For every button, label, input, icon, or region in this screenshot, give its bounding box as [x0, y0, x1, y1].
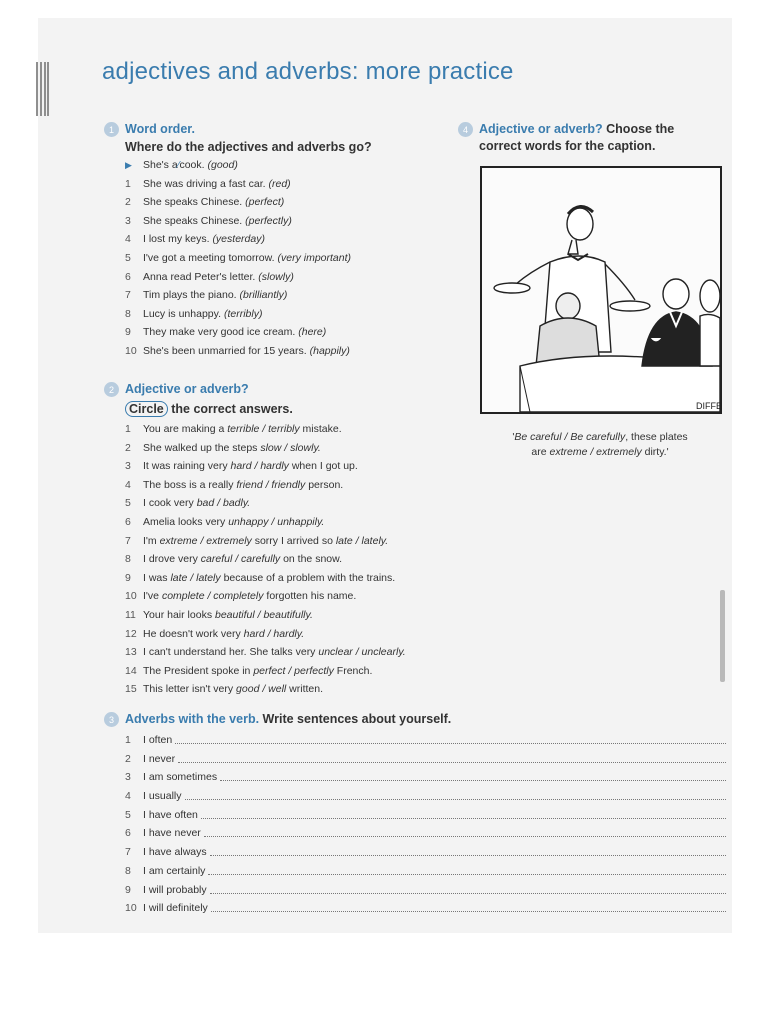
answer-line[interactable]	[211, 899, 726, 912]
item-hint: (perfectly)	[245, 214, 292, 227]
section-title: Adjective or adverb?	[479, 122, 603, 136]
item-number: 9	[125, 571, 131, 584]
item-text: I've complete / completely forgotten his name.	[143, 590, 357, 603]
writing-line	[125, 787, 726, 806]
writing-line	[125, 750, 726, 769]
item-text: I was late / lately because of a problem with the trains.	[143, 571, 396, 584]
cartoon-caption: 'Be careful / Be carefully, these plates are extreme / extremely dirty.'	[512, 431, 688, 458]
item-number: 10	[125, 590, 137, 603]
waiter-cartoon-illustration	[480, 166, 722, 414]
item-hint: (slowly)	[258, 270, 294, 283]
exercise-item	[125, 249, 444, 268]
item-number: 4	[125, 233, 131, 246]
exercise-item	[125, 550, 464, 569]
exercise-item	[125, 305, 444, 324]
answer-line[interactable]	[220, 768, 726, 781]
answer-line[interactable]	[204, 824, 726, 837]
item-hint: (terribly)	[223, 307, 263, 320]
section-title: Word order.	[125, 122, 195, 136]
item-text: I've got a meeting tomorrow.	[143, 251, 275, 264]
item-text: Lucy is unhappy.	[143, 307, 222, 320]
item-number: 4	[125, 478, 131, 491]
section-title: Adverbs with the verb.	[125, 712, 260, 726]
exercise-item	[125, 513, 464, 532]
section-number-badge: 4	[458, 122, 473, 137]
answer-choice[interactable]: late / lately	[170, 571, 221, 584]
answer-choice[interactable]: late / lately.	[335, 534, 389, 547]
answer-choice[interactable]: good / well	[236, 683, 287, 696]
item-text: It was raining very hard / hardly when I got up.	[143, 460, 358, 473]
section-number-badge: 1	[104, 122, 119, 137]
answer-choice[interactable]: bad / badly.	[196, 497, 251, 510]
section-word-order	[104, 121, 444, 361]
item-text: She was driving a fast car.	[143, 177, 266, 190]
exercise-item	[125, 268, 444, 287]
item-hint: (red)	[268, 177, 291, 190]
answer-choice[interactable]: unhappy / unhappily.	[228, 515, 325, 528]
item-hint: (very important)	[277, 251, 352, 264]
item-number: 7	[125, 534, 131, 547]
item-text: Anna read Peter's letter.	[143, 270, 256, 283]
item-number: 8	[125, 553, 131, 566]
item-number: 13	[125, 646, 137, 659]
item-number: 14	[125, 664, 137, 677]
answer-line[interactable]	[185, 787, 726, 800]
exercise-item	[125, 439, 464, 458]
item-number: 6	[125, 515, 131, 528]
item-number: 5	[125, 497, 131, 510]
item-text: You are making a terrible / terribly mistake.	[143, 423, 342, 435]
item-text: I cook very bad / badly.	[143, 497, 251, 510]
answer-choice[interactable]: hard / hardly	[230, 460, 289, 473]
writing-line	[125, 768, 726, 787]
section-caption: 4 Adjective or adverb? Choose the correct words for the caption.	[458, 121, 728, 155]
exercise-list	[125, 156, 444, 361]
sentence-starter: I have always	[143, 846, 207, 859]
item-hint: (yesterday)	[212, 233, 265, 246]
item-number: 10	[125, 344, 137, 357]
answer-choice[interactable]: hard / hardly.	[243, 627, 305, 640]
exercise-item	[125, 476, 464, 495]
item-number: 3	[125, 214, 131, 227]
sentence-starter: I usually	[143, 790, 182, 803]
sentence-starter: I am certainly	[143, 864, 206, 877]
item-number: 4	[125, 790, 131, 803]
answer-line[interactable]	[175, 731, 726, 744]
sentence-starter: I have often	[143, 808, 198, 821]
item-number: 8	[125, 864, 131, 877]
item-hint: (perfect)	[245, 196, 285, 209]
item-number: 6	[125, 827, 131, 840]
exercise-item	[125, 625, 464, 644]
item-number: 2	[125, 752, 131, 765]
answer-choice[interactable]: perfect / perfectly	[253, 664, 334, 677]
item-text: I lost my keys.	[143, 233, 210, 246]
writing-line	[125, 731, 726, 750]
exercise-item	[125, 494, 464, 513]
item-number: 7	[125, 846, 131, 859]
exercise-item	[125, 532, 464, 551]
item-number: 8	[125, 307, 131, 320]
answer-line[interactable]	[210, 881, 726, 894]
item-hint: (brilliantly)	[239, 289, 288, 302]
item-text: I'm extreme / extremely sorry I arrived so late / lately.	[143, 534, 389, 547]
writing-lines	[125, 731, 726, 918]
answer-line[interactable]	[210, 843, 726, 856]
item-number: 5	[125, 808, 131, 821]
sentence-starter: I often	[143, 734, 173, 746]
exercise-item	[125, 457, 464, 476]
exercise-item	[125, 587, 464, 606]
section-instruction: the correct answers.	[171, 402, 293, 416]
circle-word: Circle	[125, 401, 168, 417]
item-text: They make very good ice cream.	[143, 326, 296, 339]
answer-choice[interactable]: terrible / terribly	[227, 423, 300, 435]
caption-choice: extreme / extremely	[549, 446, 642, 458]
writing-line	[125, 824, 726, 843]
exercise-item	[125, 193, 444, 212]
item-text: Tim plays the piano.	[143, 289, 237, 302]
item-number: 11	[125, 608, 136, 621]
answer-choice[interactable]: friend / friendly	[236, 478, 306, 491]
section-instruction: Where do the adjectives and adverbs go?	[125, 140, 372, 154]
sentence-starter: I will probably	[143, 883, 207, 896]
item-text: I can't understand her. She talks very unclear / unclearly.	[143, 646, 406, 659]
answer-choice[interactable]: beautiful / beautifully.	[215, 608, 313, 621]
answer-choice[interactable]: complete / completely	[161, 590, 264, 603]
item-text: Amelia looks very unhappy / unhappily.	[143, 515, 325, 528]
exercise-item	[125, 569, 464, 588]
exercise-item	[125, 606, 464, 625]
answer-line[interactable]	[208, 862, 726, 875]
item-text: The boss is a really friend / friendly person.	[143, 478, 344, 491]
item-text: She walked up the steps slow / slowly.	[143, 441, 321, 454]
item-number: 9	[125, 883, 131, 896]
item-text: This letter isn't very good / well written.	[143, 683, 324, 696]
answer-line[interactable]	[201, 806, 726, 819]
item-text: She speaks Chinese.	[143, 214, 243, 227]
item-text: He doesn't work very hard / hardly.	[143, 627, 305, 640]
exercise-item	[125, 662, 464, 681]
caption-choice: Be careful / Be carefully	[514, 431, 626, 443]
sentence-starter: I have never	[143, 827, 201, 840]
item-number: 1	[125, 423, 131, 435]
sentence-starter: I am sometimes	[143, 771, 218, 784]
item-number: 3	[125, 460, 131, 473]
section-title: Adjective or adverb?	[125, 382, 249, 396]
item-number: 15	[125, 683, 137, 696]
item-number: 3	[125, 771, 131, 784]
item-number: 2	[125, 196, 131, 209]
answer-choice[interactable]: careful / carefully	[200, 553, 281, 566]
exercise-item	[125, 680, 464, 699]
writing-line	[125, 843, 726, 862]
answer-choice[interactable]: extreme / extremely	[159, 534, 252, 547]
exercise-item	[125, 286, 444, 305]
section-number-badge: 2	[104, 382, 119, 397]
exercise-item	[125, 230, 444, 249]
item-hint: (happily)	[309, 344, 350, 357]
exercise-list	[125, 420, 464, 699]
item-number: 1	[125, 177, 131, 190]
page-title: adjectives and adverbs: more practice	[102, 58, 514, 85]
page-binding-marks	[36, 62, 50, 116]
item-text: The President spoke in perfect / perfectly French.	[143, 664, 373, 677]
exercise-item	[125, 342, 444, 361]
item-text: I drove very careful / carefully on the snow.	[143, 553, 343, 566]
item-number: 2	[125, 441, 131, 454]
exercise-item	[125, 175, 444, 194]
section-instruction: Write sentences about yourself.	[262, 712, 452, 726]
writing-line	[125, 881, 726, 900]
item-number: 12	[125, 627, 137, 640]
item-text: She speaks Chinese.	[143, 196, 243, 209]
cartoon-signature: DIFFE	[696, 401, 722, 411]
insertion-mark: ⁄	[177, 159, 180, 171]
item-number: 1	[125, 734, 131, 746]
item-number: 5	[125, 251, 131, 264]
scrollbar[interactable]	[720, 590, 725, 682]
item-number: 6	[125, 270, 131, 283]
section-adjective-or-adverb	[104, 381, 464, 699]
answer-line[interactable]	[178, 750, 726, 763]
section-number-badge: 3	[104, 712, 119, 727]
exercise-item	[125, 643, 464, 662]
exercise-item	[125, 212, 444, 231]
writing-line	[125, 806, 726, 825]
item-number: 7	[125, 289, 131, 302]
writing-line	[125, 862, 726, 881]
example-item: ▶ She's a ⁄ cook. (good)	[125, 156, 444, 175]
item-number: 9	[125, 326, 131, 339]
item-hint: (here)	[298, 326, 327, 339]
sentence-starter: I will definitely	[143, 902, 208, 915]
answer-choice[interactable]: slow / slowly.	[260, 441, 321, 454]
section-adverbs-with-verb	[104, 711, 726, 918]
exercise-item	[125, 420, 464, 439]
section-instruction: correct words for the caption.	[479, 139, 656, 153]
exercise-item	[125, 323, 444, 342]
answer-choice[interactable]: unclear / unclearly.	[318, 646, 406, 659]
item-text: She's been unmarried for 15 years.	[143, 344, 307, 357]
sentence-starter: I never	[143, 752, 176, 765]
writing-line	[125, 899, 726, 918]
example-arrow-icon: ▶	[125, 160, 132, 170]
item-number: 10	[125, 902, 137, 915]
item-text: Your hair looks beautiful / beautifully.	[143, 608, 313, 621]
